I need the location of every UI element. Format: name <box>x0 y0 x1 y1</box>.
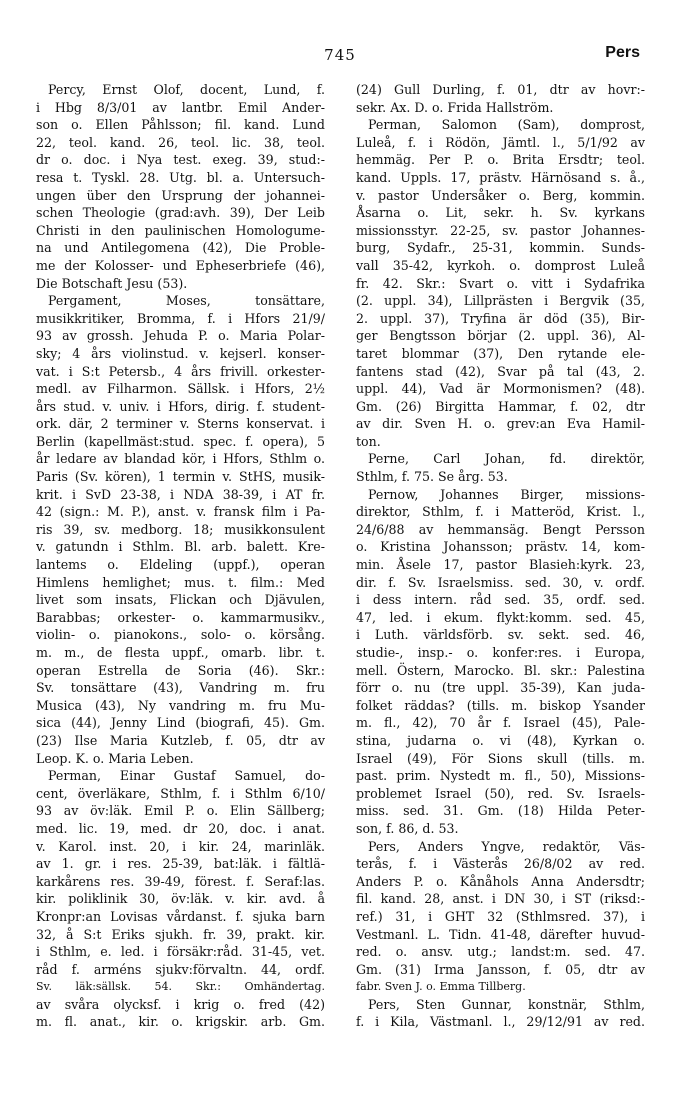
text-line: sky; 4 års violinstud. v. kejserl. konser- <box>36 345 325 361</box>
text-line: ungen über den Ursprung der johannei- <box>36 187 325 203</box>
text-line: musikkritiker, Bromma, f. i Hfors 21/9/ <box>36 310 325 326</box>
text-line: uppl. 44), Vad är Mormonismen? (48). <box>356 381 645 397</box>
text-line: o. Kristina Johansson; prästv. 14, kom- <box>356 539 645 555</box>
text-line: Musica (43), Ny vandring m. fru Mu- <box>36 697 325 713</box>
text-line: (23) Ilse Maria Kutzleb, f. 05, dtr av <box>36 732 325 748</box>
text-line: förr o. nu (tre uppl. 35-39), Kan juda- <box>356 680 645 696</box>
text-line: (2. uppl. 34), Lillprästen i Bergvik (35, <box>356 293 645 309</box>
text-line: Gm. (31) Irma Jansson, f. 05, dtr av <box>356 961 645 977</box>
text-line: cent, överläkare, Sthlm, f. i Sthlm 6/10/ <box>36 785 325 801</box>
text-line: Åsarna o. Lit, sekr. h. Sv. kyrkans <box>356 205 645 221</box>
text-line: missionsstyr. 22-25, sv. pastor Johannes- <box>356 222 645 238</box>
text-line: sica (44), Jenny Lind (biografi, 45). Gm. <box>36 715 325 731</box>
text-line: Sv. läk:sällsk. 54. Skr.: Omhändertag. <box>36 980 325 994</box>
text-line: medl. av Filharmon. Sällsk. i Hfors, 2½ <box>36 381 325 397</box>
text-line: past. prim. Nystedt m. fl., 50), Missions- <box>356 768 645 784</box>
text-line: av 1. gr. i res. 25-39, bat:läk. i fältlä- <box>36 856 325 872</box>
text-line: 24/6/88 av hemmansäg. Bengt Persson <box>356 521 645 537</box>
text-line: Anders P. o. Kånåhols Anna Andersdtr; <box>356 873 645 889</box>
text-line: av svåra olycksf. i krig o. fred (42) <box>36 996 325 1012</box>
text-line: fil. kand. 28, anst. i DN 30, i ST (riksd:- <box>356 891 645 907</box>
text-line: Christi in den paulinischen Homologume- <box>36 222 325 238</box>
text-line: Berlin (kapellmäst:stud. spec. f. opera), 5 <box>36 433 325 449</box>
text-line: Die Botschaft Jesu (53). <box>36 275 188 291</box>
running-head: Pers <box>605 44 640 61</box>
text-line: 47, led. i ekum. flykt:komm. sed. 45, <box>356 609 645 625</box>
text-line: direktor, Sthlm, f. i Matteröd, Krist. l., <box>356 504 645 520</box>
text-line: red. o. ansv. utg.; landst:m. sed. 47. <box>356 944 645 960</box>
text-line: råd f. arméns sjukv:förvaltn. 44, ordf. <box>36 961 325 977</box>
text-line: lantems o. Eldeling (uppf.), operan <box>36 557 325 573</box>
text-line: år ledare av blandad kör, i Hfors, Sthlm o. <box>36 451 325 467</box>
text-line: problemet Israel (50), red. Sv. Israels- <box>356 785 645 801</box>
text-line: schen Theologie (grad:avh. 39), Der Leib <box>36 205 325 221</box>
text-line: Israel (49), För Sions skull (tills. m. <box>356 750 645 766</box>
text-line: v. pastor Undersåker o. Berg, kommin. <box>356 187 645 203</box>
text-line: operan Estrella de Soria (46). Skr.: <box>36 662 325 678</box>
text-line: folket räddas? (tills. m. biskop Ysander <box>356 697 645 713</box>
text-line: fr. 42. Skr.: Svart o. vitt i Sydafrika <box>356 275 645 291</box>
text-line: krit. i SvD 23-38, i NDA 38-39, i AT fr. <box>36 486 325 502</box>
entry-start-line: Perman, Einar Gustaf Samuel, do- <box>48 768 325 784</box>
text-line: na und Antilegomena (42), Die Proble- <box>36 240 325 256</box>
entry-start-line: Pers, Anders Yngve, redaktör, Väs- <box>368 838 645 854</box>
text-line: karkårens res. 39-49, förest. f. Seraf:las. <box>36 873 325 889</box>
text-line: av dir. Sven H. o. grev:an Eva Hamil- <box>356 416 645 432</box>
text-line: taret blommar (37), Den rytande ele- <box>356 345 645 361</box>
text-line: son, f. 86, d. 53. <box>356 820 459 836</box>
text-line: m. m., de flesta uppf., omarb. libr. t. <box>36 645 325 660</box>
text-line: hemmäg. Per P. o. Brita Ersdtr; teol. <box>356 152 645 168</box>
text-line: fantens stad (42), Svar på tal (43, 2. <box>356 363 645 379</box>
text-line: i Sthlm, e. led. i försäkr:råd. 31-45, vet. <box>36 944 325 960</box>
text-line: resa t. Tyskl. 28. Utg. bl. a. Untersuch- <box>36 169 325 185</box>
text-line: 2. uppl. 37), Tryfina är död (35), Bir- <box>356 310 645 326</box>
text-line: med. lic. 19, med. dr 20, doc. i anat. <box>36 820 325 836</box>
text-line: års stud. v. univ. i Hfors, dirig. f. student- <box>36 398 325 414</box>
text-line: sekr. Ax. D. o. Frida Hallström. <box>356 99 554 115</box>
text-line: ref.) 31, i GHT 32 (Sthlmsred. 37), i <box>356 908 645 924</box>
text-line: m. fl., 42), 70 år f. Israel (45), Pale- <box>356 715 645 731</box>
text-line: ton. <box>356 433 381 449</box>
text-line: 93 av grossh. Jehuda P. o. Maria Polar- <box>36 328 325 344</box>
text-line: i Hbg 8/3/01 av lantbr. Emil Ander- <box>36 99 325 115</box>
text-line: violin- o. pianokons., solo- o. körsång. <box>36 627 325 643</box>
entry-start-line: Pers, Sten Gunnar, konstnär, Sthlm, <box>368 996 645 1012</box>
text-line: Sv. tonsättare (43), Vandring m. fru <box>36 680 325 696</box>
text-line: i Luth. världsförb. sv. sekt. sed. 46, <box>356 627 645 643</box>
text-line: burg, Sydafr., 25-31, kommin. Sunds- <box>356 240 645 256</box>
text-line: studie-, insp.- o. konfer:res. i Europa, <box>356 645 645 660</box>
text-line: me der Kolosser- und Epheserbriefe (46), <box>36 257 325 273</box>
entry-start-line: Pergament, Moses, tonsättare, <box>48 293 325 309</box>
text-line: Leop. K. o. Maria Leben. <box>36 750 194 766</box>
text-line: v. gatundn i Sthlm. Bl. arb. balett. Kre- <box>36 539 325 555</box>
text-line: Luleå, f. i Rödön, Jämtl. l., 5/1/92 av <box>356 134 645 150</box>
text-line: ger Bengtsson börjar (2. uppl. 36), Al- <box>356 328 645 344</box>
text-line: kand. Uppls. 17, prästv. Härnösand s. å., <box>356 169 645 185</box>
text-line: son o. Ellen Påhlsson; fil. kand. Lund <box>36 117 325 133</box>
text-line: Sthlm, f. 75. Se årg. 53. <box>356 469 508 485</box>
text-line: Himlens hemlighet; mus. t. film.: Med <box>36 574 325 590</box>
text-line: 22, teol. kand. 26, teol. lic. 38, teol. <box>36 134 325 150</box>
text-line: vall 35-42, kyrkoh. o. domprost Luleå <box>356 257 645 273</box>
text-line: ork. där, 2 terminer v. Sterns konservat. i <box>36 416 325 432</box>
text-line: fabr. Sven J. o. Emma Tillberg. <box>356 980 526 994</box>
text-line: vat. i S:t Petersb., 4 års frivill. orkester- <box>36 363 325 379</box>
text-line: dir. f. Sv. Israelsmiss. sed. 30, v. ordf. <box>356 574 645 590</box>
page-number: 745 <box>324 46 356 64</box>
text-line: Paris (Sv. kören), 1 termin v. StHS, musik- <box>36 469 325 485</box>
text-line: ris 39, sv. medborg. 18; musikkonsulent <box>36 521 325 537</box>
text-line: m. fl. anat., kir. o. krigskir. arb. Gm. <box>36 1014 325 1030</box>
text-line: livet som insats, Flickan och Djävulen, <box>36 592 325 608</box>
text-line: 32, å S:t Eriks sjukh. fr. 39, prakt. kir. <box>36 926 325 942</box>
right-column <box>356 81 645 1031</box>
entry-start-line: Perne, Carl Johan, fd. direktör, <box>368 451 645 467</box>
text-line: i dess intern. råd sed. 35, ordf. sed. <box>356 592 645 608</box>
text-line: (24) Gull Durling, f. 01, dtr av hovr:- <box>356 82 645 97</box>
text-line: mell. Östern, Marocko. Bl. skr.: Palestina <box>356 662 645 678</box>
entry-start-line: Perman, Salomon (Sam), domprost, <box>368 117 645 133</box>
text-line: terås, f. i Västerås 26/8/02 av red. <box>356 856 645 872</box>
entry-start-line: Pernow, Johannes Birger, missions- <box>368 486 645 502</box>
text-line: Barabbas; orkester- o. kammarmusikv., <box>36 609 325 625</box>
text-line: f. i Kila, Västmanl. l., 29/12/91 av red. <box>356 1014 645 1030</box>
entry-start-line: Percy, Ernst Olof, docent, Lund, f. <box>48 82 325 97</box>
text-line: kir. poliklinik 30, öv:läk. v. kir. avd. å <box>36 891 325 907</box>
text-line: min. Åsele 17, pastor Blasieh:kyrk. 23, <box>356 557 645 573</box>
text-line: Vestmanl. L. Tidn. 41-48, därefter huvud- <box>356 926 645 942</box>
left-column <box>36 81 325 1031</box>
text-line: v. Karol. inst. 20, i kir. 24, marinläk. <box>36 838 325 854</box>
text-line: Kronpr:an Lovisas vårdanst. f. sjuka barn <box>36 908 325 924</box>
text-line: 42 (sign.: M. P.), anst. v. fransk film i Pa- <box>36 504 325 520</box>
text-line: stina, judarna o. vi (48), Kyrkan o. <box>356 732 645 748</box>
text-line: 93 av öv:läk. Emil P. o. Elin Sällberg; <box>36 803 325 819</box>
text-line: miss. sed. 31. Gm. (18) Hilda Peter- <box>356 803 645 819</box>
text-line: Gm. (26) Birgitta Hammar, f. 02, dtr <box>356 398 645 414</box>
text-line: dr o. doc. i Nya test. exeg. 39, stud:- <box>36 152 325 168</box>
